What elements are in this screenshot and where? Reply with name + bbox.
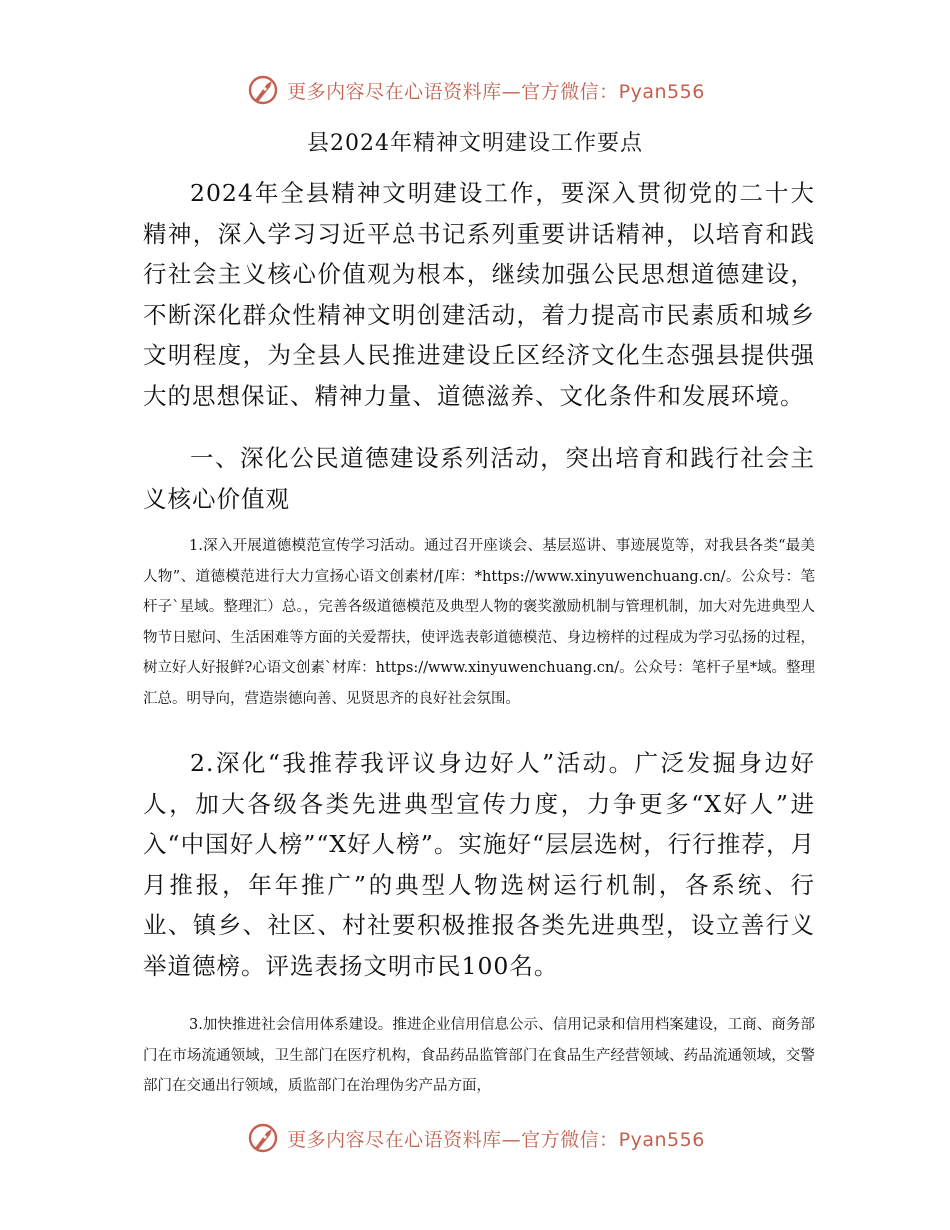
section1-heading: 一、深化公民道德建设系列活动，突出培育和践行社会主义核心价值观 [143,444,815,513]
item2-paragraph: 2.深化“我推荐我评议身边好人”活动。广泛发掘身边好人，加大各级各类先进典型宣传力度，力争更多“X好人”进入“中国好人榜”“X好人榜”。实施好“层层选树，行行推荐，月月推报，年年推广”的典型人物选树运行机制，各系统、行业、镇乡、社区、村社要积极推报各类先进典型，设立善行义举道德榜。评选表扬文明市民100名。 [143,749,815,980]
watermark-footer [0,1118,950,1158]
intro-paragraph: 2024年全县精神文明建设工作，要深入贯彻党的二十大精神，深入学习习近平总书记系列重要讲话精神，以培育和践行社会主义核心价值观为根本，继续加强公民思想道德建设，不断深化群众性精神文明创建活动，着力提高市民素质和城乡文明程度，为全县人民推进建设丘区经济文化生态强县提供强大的思想保证、精神力量、道德滋养、文化条件和发展环境。 [143,179,815,410]
watermark-wechat: —官方微信：Pyan556 [501,1128,705,1151]
watermark-text [287,1125,705,1152]
watermark-header [0,70,950,110]
document-title: 县2024年精神文明建设工作要点 [307,131,643,156]
watermark-brand: 更多内容尽在心语资料库 [287,80,502,103]
watermark-text [287,77,705,104]
pen-nib-logo-icon [245,1120,281,1156]
pen-nib-logo-icon [245,72,281,108]
item1-paragraph: 1.深入开展道德模范宣传学习活动。通过召开座谈会、基层巡讲、事迹展览等，对我县各类“最美人物”、道德模范进行大力宣扬心语文创素材/[库：*https://www.xinyuwenchuang.cn/。公众号：笔杆子`星域。整理汇）总。，完善各级道德模范及典型人物的褒奖激励机制与管理机制，加大对先进典型人物节日慰问、生活困难等方面的关爱帮扶，使评选表彰道德模范、身边榜样的过程成为学习弘扬的过程，树立好人好报鲜?心语文创素`材库：https://www.xinyuwenchuang.cn/。公众号：笔杆子星*域。整理汇总。明导向，营造崇德向善、见贤思齐的良好社会氛围。 [143,538,815,707]
watermark-wechat: —官方微信：Pyan556 [501,80,705,103]
item3-paragraph: 3.加快推进社会信用体系建设。推进企业信用信息公示、信用记录和信用档案建设，工商、商务部门在市场流通领域，卫生部门在医疗机构，食品药品监管部门在食品生产经营领域、药品流通领域，交警部门在交通出行领域，质监部门在治理伪劣产品方面， [143,1017,815,1094]
watermark-brand: 更多内容尽在心语资料库 [287,1128,502,1151]
